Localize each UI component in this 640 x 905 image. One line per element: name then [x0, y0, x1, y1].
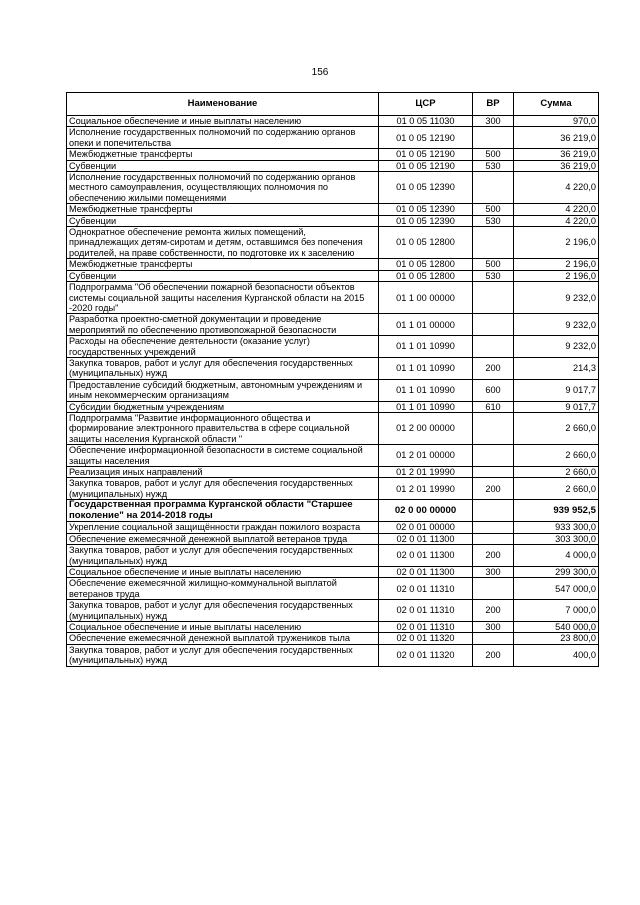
row-vr: 500: [473, 259, 514, 270]
table-row: [67, 204, 599, 215]
row-csr: 02 0 01 11320: [379, 633, 473, 644]
row-sum: 2 660,0: [514, 445, 599, 467]
row-name: Закупка товаров, работ и услуг для обеспечения государственных (муниципальных) нужд: [67, 357, 379, 379]
row-name: Обеспечение информационной безопасности в системе социальной защиты населения: [67, 445, 379, 467]
row-name: Субвенции: [67, 270, 379, 281]
row-sum: 547 000,0: [514, 578, 599, 600]
row-name: Субвенции: [67, 215, 379, 226]
row-name: Однократное обеспечение ремонта жилых помещений, принадлежащих детям-сиротам и детям, оставшимся без попечения родителей, на праве собственности, по подготовке их к заселению: [67, 227, 379, 259]
table-row: [67, 172, 599, 204]
table-row: [67, 567, 599, 578]
row-vr: [473, 500, 514, 522]
row-name: Закупка товаров, работ и услуг для обеспечения государственных (муниципальных) нужд: [67, 478, 379, 500]
row-vr: 300: [473, 116, 514, 127]
row-name: Межбюджетные трансферты: [67, 149, 379, 160]
header-csr: ЦСР: [379, 93, 473, 116]
row-vr: [473, 445, 514, 467]
table-row: [67, 600, 599, 622]
row-name: Разработка проектно-сметной документации и проведение мероприятий по обеспечению противопожарной безопасности: [67, 314, 379, 336]
row-sum: 2 660,0: [514, 467, 599, 478]
row-sum: 303 300,0: [514, 533, 599, 544]
row-csr: 02 0 00 00000: [379, 500, 473, 522]
row-csr: 01 2 01 00000: [379, 445, 473, 467]
row-vr: 600: [473, 379, 514, 401]
row-csr: 02 0 01 11310: [379, 622, 473, 633]
row-vr: 610: [473, 401, 514, 412]
budget-table: [66, 92, 599, 667]
row-vr: 500: [473, 149, 514, 160]
row-csr: 01 0 05 12800: [379, 227, 473, 259]
row-csr: 02 0 01 11300: [379, 533, 473, 544]
row-csr: 02 0 01 11300: [379, 545, 473, 567]
table-row: [67, 622, 599, 633]
table-row: [67, 533, 599, 544]
row-name: Предоставление субсидий бюджетным, автономным учреждениям и иным некоммерческим организациям: [67, 379, 379, 401]
row-vr: [473, 282, 514, 314]
row-csr: 01 0 05 12190: [379, 160, 473, 171]
table-row: [67, 314, 599, 336]
row-vr: [473, 127, 514, 149]
row-vr: [473, 336, 514, 358]
table-row: [67, 259, 599, 270]
header-name: Наименование: [67, 93, 379, 116]
row-name: Расходы на обеспечение деятельности (оказание услуг) государственных учреждений: [67, 336, 379, 358]
row-sum: 36 219,0: [514, 127, 599, 149]
row-name: Межбюджетные трансферты: [67, 259, 379, 270]
row-sum: 7 000,0: [514, 600, 599, 622]
row-name: Подпрограмма "Развитие информационного общества и формирование электронного правительства в сфере социальной защиты населения Курганской области ": [67, 412, 379, 444]
row-vr: [473, 578, 514, 600]
row-csr: 01 0 05 12190: [379, 127, 473, 149]
row-name: Укрепление социальной защищённости граждан пожилого возраста: [67, 522, 379, 533]
row-csr: 01 0 05 12390: [379, 172, 473, 204]
table-row: [67, 149, 599, 160]
row-csr: 01 0 05 11030: [379, 116, 473, 127]
row-sum: 4 220,0: [514, 215, 599, 226]
row-sum: 9 232,0: [514, 282, 599, 314]
row-csr: 02 0 01 11310: [379, 578, 473, 600]
row-name: Обеспечение ежемесячной денежной выплатой ветеранов труда: [67, 533, 379, 544]
row-sum: 4 220,0: [514, 172, 599, 204]
table-row: [67, 578, 599, 600]
table-row: [67, 282, 599, 314]
row-csr: 01 0 05 12390: [379, 215, 473, 226]
row-csr: 01 1 01 10990: [379, 336, 473, 358]
row-csr: 02 0 01 11320: [379, 644, 473, 666]
row-vr: 530: [473, 215, 514, 226]
row-name: Государственная программа Курганской области "Старшее поколение" на 2014-2018 годы: [67, 500, 379, 522]
row-vr: 200: [473, 357, 514, 379]
table-row: [67, 445, 599, 467]
row-name: Подпрограмма "Об обеспечении пожарной безопасности объектов системы социальной защиты населения Курганской области на 2015 -2020 годы": [67, 282, 379, 314]
row-sum: 933 300,0: [514, 522, 599, 533]
row-vr: 200: [473, 545, 514, 567]
row-vr: [473, 467, 514, 478]
row-sum: 2 196,0: [514, 270, 599, 281]
row-csr: 01 1 01 00000: [379, 314, 473, 336]
row-vr: 530: [473, 160, 514, 171]
row-sum: 214,3: [514, 357, 599, 379]
row-sum: 970,0: [514, 116, 599, 127]
row-csr: 02 0 01 00000: [379, 522, 473, 533]
row-vr: [473, 412, 514, 444]
row-sum: 36 219,0: [514, 160, 599, 171]
row-name: Субвенции: [67, 160, 379, 171]
row-csr: 01 1 00 00000: [379, 282, 473, 314]
row-csr: 02 0 01 11310: [379, 600, 473, 622]
row-sum: 540 000,0: [514, 622, 599, 633]
row-vr: [473, 522, 514, 533]
row-vr: 200: [473, 644, 514, 666]
table-row: [67, 127, 599, 149]
row-csr: 01 1 01 10990: [379, 357, 473, 379]
row-name: Социальное обеспечение и иные выплаты населению: [67, 622, 379, 633]
row-vr: 200: [473, 478, 514, 500]
header-sum: Сумма: [514, 93, 599, 116]
row-sum: 4 220,0: [514, 204, 599, 215]
row-sum: 9 017,7: [514, 379, 599, 401]
table-row: [67, 545, 599, 567]
header-vr: ВР: [473, 93, 514, 116]
row-sum: 36 219,0: [514, 149, 599, 160]
row-name: Исполнение государственных полномочий по содержанию органов опеки и попечительства: [67, 127, 379, 149]
row-csr: 01 0 05 12800: [379, 270, 473, 281]
row-sum: 2 660,0: [514, 412, 599, 444]
table-row: [67, 500, 599, 522]
row-vr: [473, 314, 514, 336]
row-sum: 9 017,7: [514, 401, 599, 412]
table-row: [67, 215, 599, 226]
table-row: [67, 270, 599, 281]
table-row: [67, 160, 599, 171]
row-sum: 2 196,0: [514, 259, 599, 270]
row-sum: 9 232,0: [514, 314, 599, 336]
row-sum: 939 952,5: [514, 500, 599, 522]
row-csr: 01 1 01 10990: [379, 401, 473, 412]
row-csr: 01 1 01 10990: [379, 379, 473, 401]
row-csr: 01 0 05 12390: [379, 204, 473, 215]
row-csr: 01 0 05 12190: [379, 149, 473, 160]
table-row: [67, 227, 599, 259]
row-csr: 02 0 01 11300: [379, 567, 473, 578]
table-row: [67, 633, 599, 644]
table-row: [67, 644, 599, 666]
table-row: [67, 467, 599, 478]
row-sum: 2 660,0: [514, 478, 599, 500]
row-name: Исполнение государственных полномочий по содержанию органов местного самоуправления, осуществляющих полномочия по обеспечению жилыми помещениями: [67, 172, 379, 204]
row-csr: 01 2 01 19990: [379, 478, 473, 500]
row-name: Обеспечение ежемесячной денежной выплатой тружеников тыла: [67, 633, 379, 644]
row-name: Реализация иных направлений: [67, 467, 379, 478]
row-name: Субсидии бюджетным учреждениям: [67, 401, 379, 412]
row-sum: 9 232,0: [514, 336, 599, 358]
row-csr: 01 2 00 00000: [379, 412, 473, 444]
row-sum: 23 800,0: [514, 633, 599, 644]
table-row: [67, 522, 599, 533]
row-csr: 01 2 01 19990: [379, 467, 473, 478]
row-name: Закупка товаров, работ и услуг для обеспечения государственных (муниципальных) нужд: [67, 644, 379, 666]
row-name: Социальное обеспечение и иные выплаты населению: [67, 567, 379, 578]
row-vr: 500: [473, 204, 514, 215]
row-vr: [473, 227, 514, 259]
row-csr: 01 0 05 12800: [379, 259, 473, 270]
table-row: [67, 116, 599, 127]
table-row: [67, 412, 599, 444]
row-name: Социальное обеспечение и иные выплаты населению: [67, 116, 379, 127]
table-row: [67, 478, 599, 500]
row-name: Закупка товаров, работ и услуг для обеспечения государственных (муниципальных) нужд: [67, 600, 379, 622]
row-sum: 4 000,0: [514, 545, 599, 567]
table-row: [67, 379, 599, 401]
row-vr: 200: [473, 600, 514, 622]
row-vr: 300: [473, 567, 514, 578]
row-name: Обеспечение ежемесячной жилищно-коммунальной выплатой ветеранов труда: [67, 578, 379, 600]
table-row: [67, 401, 599, 412]
row-vr: 530: [473, 270, 514, 281]
row-name: Закупка товаров, работ и услуг для обеспечения государственных (муниципальных) нужд: [67, 545, 379, 567]
row-vr: [473, 533, 514, 544]
row-vr: [473, 633, 514, 644]
row-name: Межбюджетные трансферты: [67, 204, 379, 215]
page-number: 156: [311, 67, 329, 78]
table-row: [67, 336, 599, 358]
row-sum: 400,0: [514, 644, 599, 666]
row-sum: 299 300,0: [514, 567, 599, 578]
row-vr: [473, 172, 514, 204]
row-sum: 2 196,0: [514, 227, 599, 259]
row-vr: 300: [473, 622, 514, 633]
table-header-row: [67, 93, 599, 116]
table-row: [67, 357, 599, 379]
